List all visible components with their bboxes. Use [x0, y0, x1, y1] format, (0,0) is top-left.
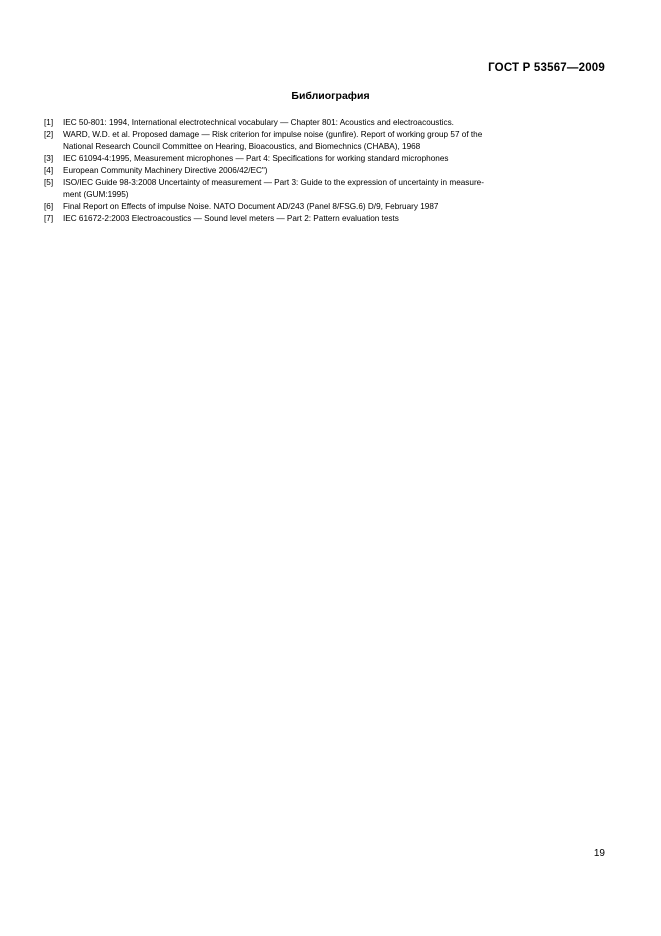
reference-line: IEC 50-801: 1994, International electrotechnical vocabulary — Chapter 801: Acoustics and electroacoustics.	[63, 118, 454, 127]
reference-number: [1]	[44, 118, 54, 127]
reference-text	[63, 153, 589, 165]
reference-line: WARD, W.D. et al. Proposed damage — Risk criterion for impulse noise (gunfire). Report of working group 57 of the	[63, 130, 483, 140]
reference-line: European Community Machinery Directive 2006/42/EC")	[63, 166, 268, 176]
reference-number: [7]	[44, 214, 54, 224]
reference-text	[63, 177, 589, 200]
list-item	[44, 177, 589, 200]
reference-number: [4]	[44, 166, 54, 176]
reference-number: [5]	[44, 178, 54, 188]
reference-line: IEC 61094-4:1995, Measurement microphones — Part 4: Specifications for working standard microphones	[63, 153, 449, 163]
list-item	[44, 153, 589, 165]
reference-text	[63, 213, 589, 225]
reference-number: [2]	[44, 130, 54, 140]
reference-number: [3]	[44, 153, 54, 163]
bibliography-list	[44, 117, 589, 226]
list-item	[44, 201, 589, 213]
reference-text	[63, 129, 589, 152]
reference-line: National Research Council Committee on Hearing, Bioacoustics, and Biomechnics (CHABA), 1968	[63, 141, 421, 151]
reference-number: [6]	[44, 202, 54, 212]
reference-line: ment (GUM:1995)	[63, 189, 129, 199]
page-number: 19	[593, 848, 605, 859]
reference-line: IEC 61672-2:2003 Electroacoustics — Sound level meters — Part 2: Pattern evaluation tests	[63, 214, 399, 224]
reference-text	[63, 165, 589, 177]
reference-text	[63, 117, 589, 129]
reference-text	[63, 201, 589, 213]
list-item	[44, 117, 589, 129]
list-item	[44, 129, 589, 152]
list-item	[44, 213, 589, 225]
reference-line: ISO/IEC Guide 98-3:2008 Uncertainty of measurement — Part 3: Guide to the expression of uncertainty in measure-	[63, 178, 484, 188]
list-item	[44, 165, 589, 177]
page-title: Библиография	[291, 90, 370, 102]
standard-number-header: ГОСТ Р 53567—2009	[488, 62, 605, 74]
reference-line: Final Report on Effects of impulse Noise. NATO Document AD/243 (Panel 8/FSG.6) D/9, February 1987	[63, 202, 439, 212]
